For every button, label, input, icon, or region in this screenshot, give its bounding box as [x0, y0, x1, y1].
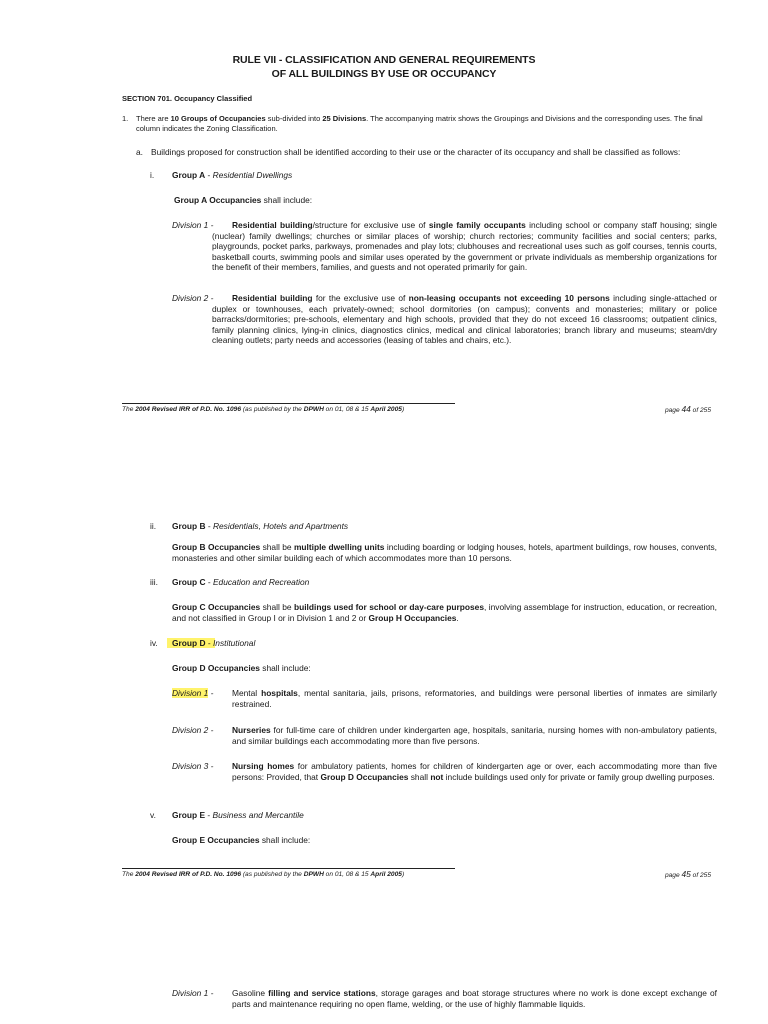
group-d-heading: Group D - Institutional [167, 638, 255, 649]
d-division-2-label: Division 2 - [172, 725, 214, 735]
d-division-2-text: Nurseries for full-time care of children under kindergarten age, hospitals, sanitaria, nursing homes with non-ambulatory patients, and similar buildings each accommodating more than five persons. [232, 725, 717, 746]
group-d-include: Group D Occupancies shall include: [172, 663, 311, 673]
footer-page-45: The 2004 Revised IRR of P.D. No. 1096 (as published by the DPWH on 01, 08 & 15 April 2005) page 45 of 255 [122, 869, 711, 879]
item-1-text: There are 10 Groups of Occupancies sub-divided into 25 Divisions. The accompanying matrix shows the Groupings and Divisions and the corresponding uses. The final column indicates the Zoning Classification. [136, 114, 703, 133]
group-a-numeral: i. [150, 170, 155, 180]
group-e-heading: Group E - Business and Mercantile [172, 810, 304, 820]
group-d-numeral: iv. [150, 638, 158, 648]
group-b-numeral: ii. [150, 521, 157, 531]
e-division-1-label: Division 1 - [172, 988, 214, 998]
group-c-text: Group C Occupancies shall be buildings used for school or day-care purposes, involving assemblage for instruction, education, or recreation, and not classified in Group I or in Division 1 and 2 or Group H Occupancies. [172, 602, 718, 623]
d-division-1-text: Mental hospitals, mental sanitaria, jails, prisons, reformatories, and buildings were personal liberties of inmates are similarly restrained. [232, 688, 717, 709]
group-e-include: Group E Occupancies shall include: [172, 835, 311, 845]
item-1-number: 1. [122, 114, 129, 123]
group-a-include: Group A Occupancies shall include: [174, 195, 313, 205]
rule-title-line1: RULE VII - CLASSIFICATION AND GENERAL REQUIREMENTS [232, 54, 536, 66]
group-b-text: Group B Occupancies shall be multiple dwelling units including boarding or lodging houses, hotels, apartment buildings, row houses, convents, monasteries and other similar building each of which accommodates more than 10 persons. [172, 542, 717, 563]
group-c-heading: Group C - Education and Recreation [172, 577, 310, 587]
section-heading: SECTION 701. Occupancy Classified [122, 94, 253, 103]
d-division-3-text: Nursing homes for ambulatory patients, homes for children of kindergarten age or over, each accommodating more than five persons: Provided, that Group D Occupancies shall not include buildings used only for private or family group dwelling purposes. [232, 761, 717, 782]
a-division-2-text: Residential building for the exclusive use of non-leasing occupants not exceeding 10 persons including single-attached or duplex or townhouses, each privately-owned; school dormitories (on campus); convents and monasteries; military or police barracks/dormitories; pre-schools, elementary and high schools, provided that they do not exceed 16 classrooms; outpatient clinics, family planning clinics, lying-in clinics, diagnostics clinics, medical and clinical laboratories; branch library and museums; steam/dry cleaning outlets; party needs and accessories (leasing of tables and chairs, etc.). [212, 293, 717, 346]
rule-title-line2: OF ALL BUILDINGS BY USE OR OCCUPANCY [271, 68, 497, 80]
group-b-heading: Group B - Residentials, Hotels and Apartments [172, 521, 349, 531]
a-division-2-label: Division 2 - [172, 293, 214, 303]
page-number-45: page 45 of 255 [664, 869, 711, 879]
d-division-3-label: Division 3 - [172, 761, 214, 771]
d-division-1-label: Division 1 - [172, 688, 214, 698]
item-a-text: Buildings proposed for construction shall be identified according to their use or the character of its occupancy and shall be classified as follows: [151, 147, 681, 157]
footer-rule-page-44 [122, 403, 455, 404]
group-c-numeral: iii. [150, 577, 158, 587]
a-division-1-text: Residential building/structure for exclusive use of single family occupants including school or company staff housing; single (nuclear) family dwellings; churches or similar places of worship; church rectories; community facilities and social centers; parks, playgrounds, pocket parks, parkways, promenades and play lots; clubhouses and recreational uses such as golf courses, tennis courts, basketball courts, swimming pools and similar uses operated by the government or private individuals as membership organizations for the benefit of their members, families, and guests and not operated primarily for gain. [212, 220, 717, 273]
group-e-numeral: v. [150, 810, 156, 820]
e-division-1-text: Gasoline filling and service stations, storage garages and boat storage structures where no work is done except exchange of parts and maintenance requiring no open flame, welding, or the use of highly flammable liquids. [232, 988, 717, 1009]
footer-page-44: The 2004 Revised IRR of P.D. No. 1096 (as published by the DPWH on 01, 08 & 15 April 2005) page 44 of 255 [122, 404, 711, 414]
footer-rule-page-45 [122, 868, 455, 869]
group-a-heading: Group A - Residential Dwellings [172, 170, 293, 180]
item-a-letter: a. [136, 147, 143, 157]
a-division-1-label: Division 1 - [172, 220, 214, 230]
page-number-44: page 44 of 255 [664, 404, 711, 414]
